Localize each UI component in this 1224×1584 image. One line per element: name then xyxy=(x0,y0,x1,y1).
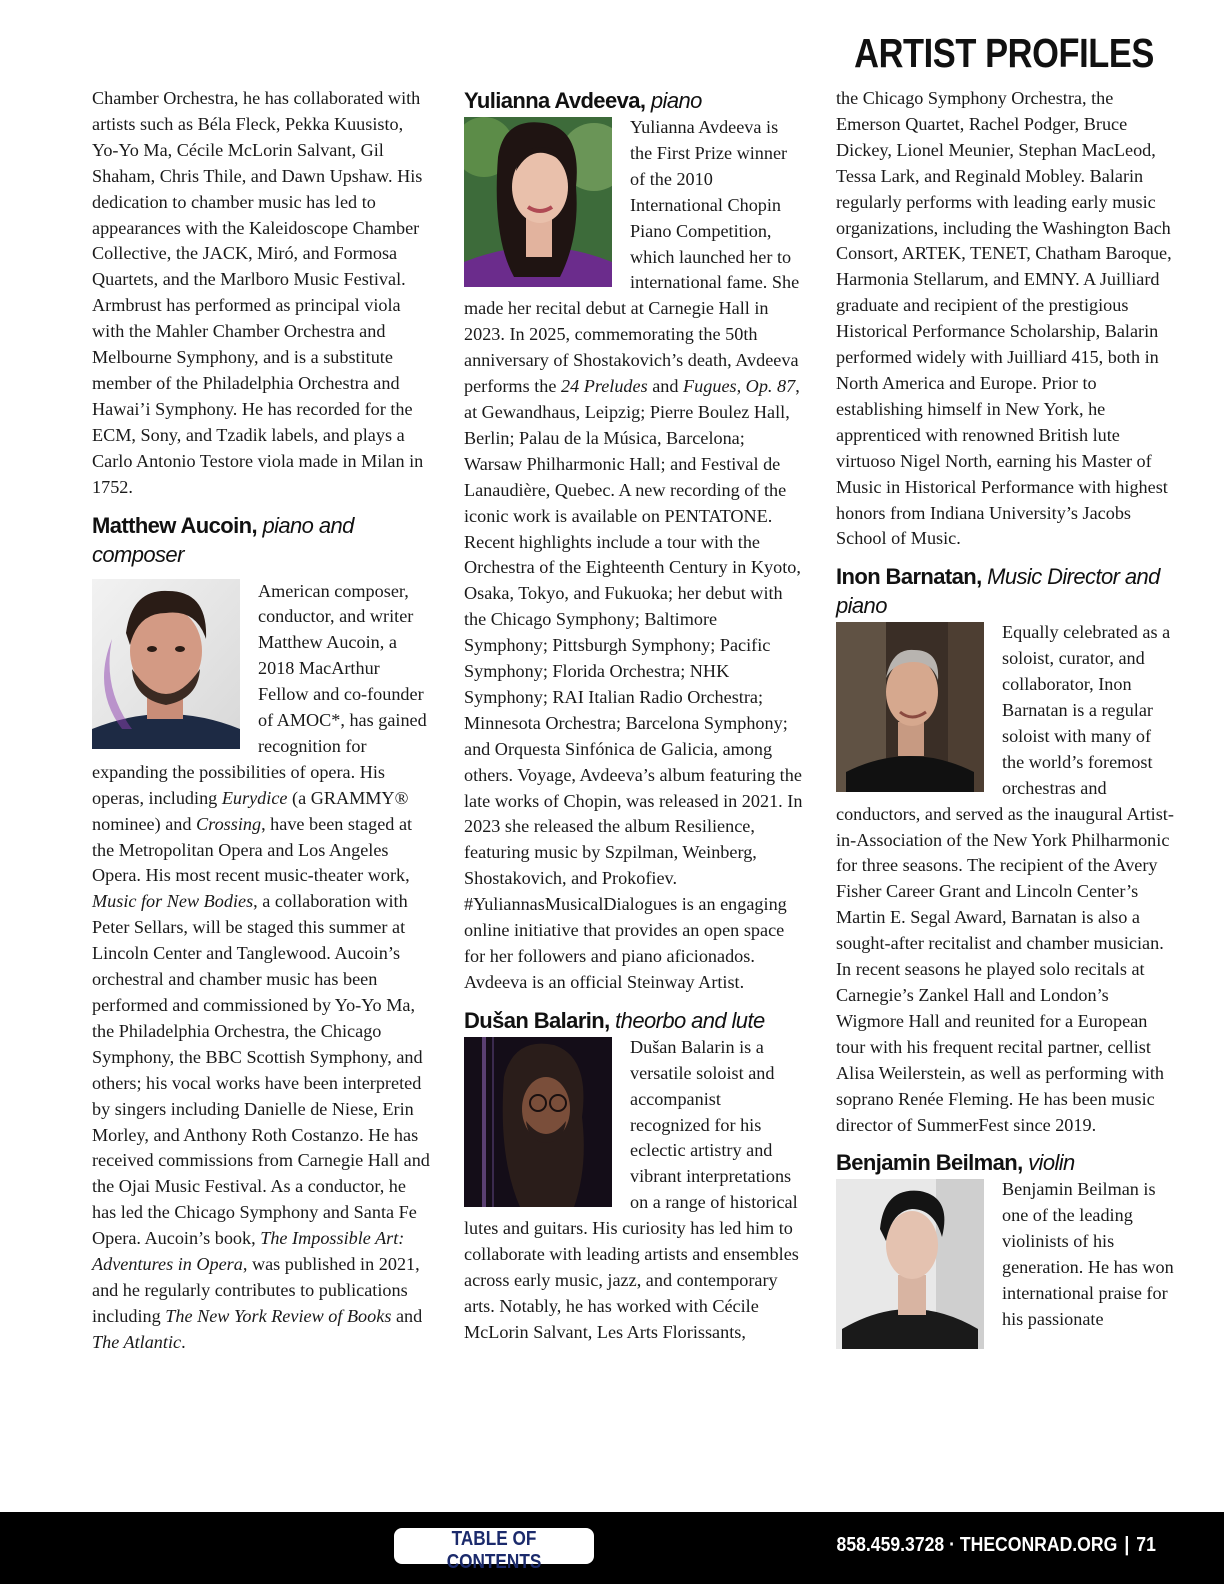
publication-title: The New York Review of Books xyxy=(165,1305,392,1326)
page-footer xyxy=(0,1512,1224,1584)
aucoin-bio: American composer, conductor, and writer Matthew Aucoin, a 2018 MacArthur Fellow and co-founder of AMOC*, has gained recognition for expanding the possibilities of opera. His operas, including Eurydice (a GRAMMY® nominee) and Crossing, have been staged at the Metropolitan Opera and Los Angeles Opera. His most recent music-theater work, Music for New Bodies, a collaboration with Peter Sellars, will be staged this summer at Lincoln Center and Tanglewood. Aucoin’s orchestral and chamber music has been performed and commissioned by Yo-Yo Ma, the Philadelphia Orchestra, the Chicago Symphony, the BBC Scottish Symphony, and others; his vocal works have been interpreted by singers including Danielle de Niese, Erin Morley, and Anthony Roth Costanzo. He has received commissions from Carnegie Hall and the Ojai Music Festival. As a conductor, he has led the Chicago Symphony and Santa Fe Opera. Aucoin’s book, The Impossible Art: Adventures in Opera, was published in 2021, and he regularly contributes to publications including The New York Review of Books and The Atlantic. xyxy=(92,580,430,1352)
column-middle xyxy=(464,86,804,1346)
barnatan-photo xyxy=(836,622,984,792)
avdeeva-bio: Yulianna Avdeeva is the First Prize winner of the 2010 International Chopin Piano Competition, which launched her to international fame. She made her recital debut at Carnegie Hall in 2023. In 2025, commemorating the 50th anniversary of Shostakovich’s death, Avdeeva performs the 24 Preludes and Fugues, Op. 87, at Gewandhaus, Leipzig; Pierre Boulez Hall, Berlin; Palau de la Música, Barcelona; Warsaw Philharmonic Hall; and Festival de Lanaudière, Quebec. A new recording of the iconic work is available on PENTATONE. Recent highlights include a tour with the Orchestra of the Eighteenth Century in Kyoto, Osaka, Tokyo, and Fukuoka; her debut with the Chicago Symphony; Baltimore Symphony; Pittsburgh Symphony; Pacific Symphony; Florida Orchestra; NHK Symphony; RAI Italian Radio Orchestra; Minnesota Orchestra; Barcelona Symphony; and Orquesta Sinfónica de Galicia, among others. Voyage, Avdeeva’s album featuring the late works of Chopin, was released in 2021. In 2023 she released the album Resilience, featuring music by Szpilman, Weinberg, Shostakovich, and Prokofiev. #YuliannasMusicalDialogues is an engaging online initiative that provides an open space for her followers and piano aficionados. Avdeeva is an official Steinway Artist. xyxy=(464,117,803,992)
artist-role: Music Director and piano xyxy=(836,564,1160,619)
website-link[interactable]: THECONRAD.ORG xyxy=(959,1534,1118,1556)
artist-role: theorbo and lute xyxy=(615,1007,765,1033)
artist-role: violin xyxy=(1028,1150,1075,1176)
balarin-bio-continued: the Chicago Symphony Orchestra, the Emerson Quartet, Rachel Podger, Bruce Dickey, Lionel Meunier, Stephan MacLeod, Tessa Lark, and Reginald Mobley. Balarin regularly performs with leading early music organizations, including the Washington Bach Consort, ARTEK, TENET, Chatham Baroque, Harmonia Stellarum, and EMNY. A Juilliard graduate and recipient of the prestigious Historical Performance Scholarship, Balarin performed widely with Juilliard 415, both in North America and Europe. Prior to establishing himself in New York, he apprenticed with renowned British lute virtuoso Nigel North, earning his Master of Music in Historical Performance with highest honors from Indiana University’s Jacobs School of Music. xyxy=(836,88,1172,549)
artist-name: Dušan Balarin, xyxy=(464,1007,610,1033)
armbrust-bio-continued: Chamber Orchestra, he has collaborated with artists such as Béla Fleck, Pekka Kuusisto, Yo-Yo Ma, Cécile McLorin Salvant, Gil Shaham, Chris Thile, and Dawn Upshaw. His dedication to chamber music has led to appearances with the Kaleidoscope Chamber Collective, the JACK, Miró, and Formosa Quartets, and the Marlboro Music Festival. Armbrust has performed as principal viola with the Mahler Chamber Orchestra and Melbourne Symphony, and is a substitute member of the Philadelphia Orchestra and Hawai’i Symphony. He has recorded for the ECM, Sony, and Tzadik labels, and plays a Carlo Antonio Testore viola made in Milan in 1752. xyxy=(92,88,424,497)
artist-heading-avdeeva xyxy=(464,86,804,115)
balarin-photo xyxy=(464,1037,612,1207)
artist-heading-barnatan xyxy=(836,562,1176,620)
phone-number: 858.459.3728 xyxy=(836,1534,945,1556)
artist-role: piano and composer xyxy=(92,512,354,567)
balarin-bio: Dušan Balarin is a versatile soloist and accompanist recognized for his eclectic artistry and vibrant interpretations on a range of historical lutes and guitars. His curiosity has led him to collaborate with leading artists and ensembles across early music, jazz, and contemporary arts. Notably, he has worked with Cécile McLorin Salvant, Les Arts Florissants, xyxy=(464,1036,799,1342)
column-left xyxy=(92,86,432,1356)
table-of-contents-button[interactable] xyxy=(394,1528,594,1573)
beilman-bio: Benjamin Beilman is one of the leading violinists of his generation. He has won international praise for his passionate xyxy=(1002,1179,1174,1329)
artist-role: piano xyxy=(650,88,702,113)
page-number: 71 xyxy=(1136,1534,1156,1556)
work-title: 24 Preludes xyxy=(560,376,648,397)
aucoin-photo xyxy=(92,579,240,749)
artist-heading-aucoin xyxy=(92,511,432,569)
avdeeva-photo xyxy=(464,117,612,287)
work-title: Music for New Bodies xyxy=(92,891,254,912)
barnatan-bio: Equally celebrated as a soloist, curator, and collaborator, Inon Barnatan is a regular soloist with many of the world’s foremost orchestras and conductors, and served as the inaugural Artist-in-Association of the New York Philharmonic for three seasons. The recipient of the Avery Fisher Career Grant and Lincoln Center’s Martin E. Segal Award, Barnatan is also a sought-after recitalist and chamber musician. In recent seasons he played solo recitals at Carnegie’s Zankel Hall and London’s Wigmore Hall and reunited for a European tour with his frequent recital partner, cellist Alisa Weilerstein, as well as performing with soprano Renée Fleming. He has been music director of SummerFest since 2019. xyxy=(836,622,1174,1135)
artist-heading-beilman xyxy=(836,1148,1176,1177)
work-title: Fugues, Op. 87 xyxy=(683,376,796,397)
toc-label: TABLE OF CONTENTS xyxy=(446,1528,542,1573)
page-title: ARTIST PROFILES xyxy=(854,30,1154,76)
beilman-photo xyxy=(836,1179,984,1349)
artist-name: Inon Barnatan, xyxy=(836,564,982,590)
artist-name: Matthew Aucoin, xyxy=(92,512,257,538)
book-title: The Impossible Art: Adventures in Opera xyxy=(92,1228,405,1275)
footer-info: 858.459.3728 · THECONRAD.ORG | 71 xyxy=(836,1534,1156,1556)
work-title: Eurydice xyxy=(221,787,288,808)
artist-name: Benjamin Beilman, xyxy=(836,1150,1023,1176)
artist-heading-balarin xyxy=(464,1006,804,1035)
artist-name: Yulianna Avdeeva, xyxy=(464,88,646,113)
column-right xyxy=(836,86,1176,1349)
work-title: Crossing xyxy=(196,813,262,834)
publication-title: The Atlantic xyxy=(92,1331,182,1352)
